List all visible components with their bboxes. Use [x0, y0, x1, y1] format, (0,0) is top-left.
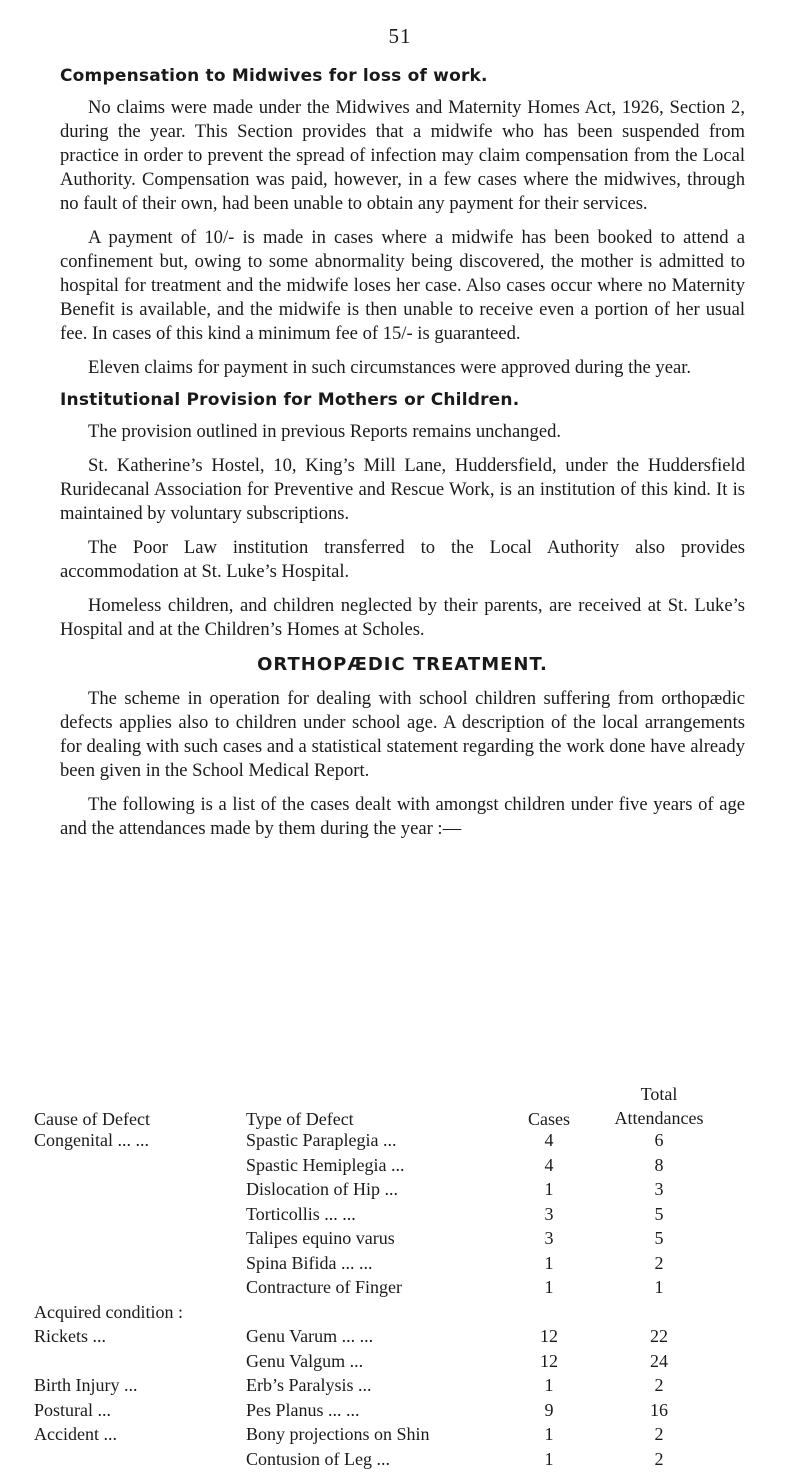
cell-att: 2 [584, 1375, 734, 1400]
cell-type: Genu Varum ... ... [246, 1326, 514, 1351]
cell-att: 22 [584, 1326, 734, 1351]
table-row [34, 1424, 734, 1449]
cell-cases: 9 [514, 1400, 584, 1425]
header-att-line1: Total [584, 1082, 734, 1106]
orthopaedic-paragraph-2: The following is a list of the cases dealt with amongst children under five years of age and the attendances made by them during the year :— [60, 793, 745, 841]
cell-cause [34, 1228, 246, 1253]
cell-cases: 1 [514, 1424, 584, 1449]
cell-cases: 12 [514, 1351, 584, 1376]
cell-type: Contusion of Leg ... [246, 1449, 514, 1473]
institutional-heading: Institutional Provision for Mothers or Children. [60, 390, 745, 410]
compensation-heading: Compensation to Midwives for loss of work. [60, 66, 745, 86]
table-row [34, 1179, 734, 1204]
cell-cause: Rickets ... [34, 1326, 246, 1351]
table-row [34, 1155, 734, 1180]
cell-att: 2 [584, 1424, 734, 1449]
cell-cause: Acquired condition : [34, 1302, 246, 1327]
header-total-attendances [584, 1082, 734, 1130]
table-row [34, 1326, 734, 1351]
institutional-paragraph-3: The Poor Law institution transferred to the Local Authority also provides accommodation at St. Luke’s Hospital. [60, 536, 745, 584]
cell-att: 24 [584, 1351, 734, 1376]
cell-type [246, 1302, 514, 1327]
cell-cases: 12 [514, 1326, 584, 1351]
table-row [34, 1400, 734, 1425]
cell-cases: 1 [514, 1253, 584, 1278]
cell-cases: 1 [514, 1179, 584, 1204]
institutional-paragraph-1: The provision outlined in previous Reports remains unchanged. [60, 420, 745, 444]
cell-type: Spastic Hemiplegia ... [246, 1155, 514, 1180]
cell-att: 3 [584, 1179, 734, 1204]
cell-cases [514, 1302, 584, 1327]
cell-type: Erb’s Paralysis ... [246, 1375, 514, 1400]
cell-type: Genu Valgum ... [246, 1351, 514, 1376]
cell-cases: 3 [514, 1228, 584, 1253]
cell-att: 2 [584, 1449, 734, 1473]
cell-att: 5 [584, 1228, 734, 1253]
table-row [34, 1130, 734, 1155]
cell-att: 16 [584, 1400, 734, 1425]
cell-att: 2 [584, 1253, 734, 1278]
compensation-paragraph-1: No claims were made under the Midwives and Maternity Homes Act, 1926, Section 2, during the year. This Section provides that a midwife who has been suspended from practice in order to prevent the spread of infection may claim compensation from the Local Authority. Compensation was paid, however, in a few cases where the midwives, through no fault of their own, had been unable to obtain any payment for their services. [60, 96, 745, 216]
cell-cases: 1 [514, 1449, 584, 1473]
cell-cause: Accident ... [34, 1424, 246, 1449]
cell-cause [34, 1204, 246, 1229]
defects-table [34, 1082, 764, 1473]
cell-cases: 1 [514, 1375, 584, 1400]
table-row [34, 1204, 734, 1229]
cell-type: Contracture of Finger [246, 1277, 514, 1302]
cell-cause [34, 1449, 246, 1473]
cell-type: Spina Bifida ... ... [246, 1253, 514, 1278]
cell-cause: Congenital ... ... [34, 1130, 246, 1155]
cell-type: Torticollis ... ... [246, 1204, 514, 1229]
cell-cases: 1 [514, 1277, 584, 1302]
cell-cause [34, 1253, 246, 1278]
cell-type: Talipes equino varus [246, 1228, 514, 1253]
table-row [34, 1302, 734, 1327]
cell-cause: Birth Injury ... [34, 1375, 246, 1400]
cell-cases: 4 [514, 1155, 584, 1180]
cell-type: Dislocation of Hip ... [246, 1179, 514, 1204]
table-row [34, 1351, 734, 1376]
cell-cause [34, 1179, 246, 1204]
table-row [34, 1253, 734, 1278]
cell-cause [34, 1277, 246, 1302]
header-cause: Cause of Defect [34, 1082, 246, 1130]
cell-att: 6 [584, 1130, 734, 1155]
table-row [34, 1228, 734, 1253]
page-number: 51 [0, 24, 800, 49]
cell-cause [34, 1351, 246, 1376]
header-cases: Cases [514, 1082, 584, 1130]
cell-type: Spastic Paraplegia ... [246, 1130, 514, 1155]
table-row [34, 1277, 734, 1302]
orthopaedic-heading: ORTHOPÆDIC TREATMENT. [60, 654, 745, 675]
cell-att: 1 [584, 1277, 734, 1302]
cell-cause [34, 1155, 246, 1180]
institutional-paragraph-4: Homeless children, and children neglected by their parents, are received at St. Luke’s Hospital and at the Children’s Homes at Scholes. [60, 594, 745, 642]
table-row [34, 1449, 734, 1473]
compensation-paragraph-2: A payment of 10/- is made in cases where a midwife has been booked to attend a confinement but, owing to some abnormality being discovered, the mother is admitted to hospital for treatment and the midwife loses her case. Also cases occur where no Maternity Benefit is available, and the midwife is then unable to receive even a portion of her usual fee. In cases of this kind a minimum fee of 15/- is guaranteed. [60, 226, 745, 346]
table-row [34, 1375, 734, 1400]
orthopaedic-paragraph-1: The scheme in operation for dealing with school children suffering from orthopædic defects applies also to children under school age. A description of the local arrangements for dealing with such cases and a statistical statement regarding the work done have already been given in the School Medical Report. [60, 687, 745, 783]
page-content [60, 66, 745, 851]
header-type: Type of Defect [246, 1082, 514, 1130]
cell-cases: 3 [514, 1204, 584, 1229]
cell-att [584, 1302, 734, 1327]
table-header-row [34, 1082, 734, 1130]
cell-att: 5 [584, 1204, 734, 1229]
header-att-line2: Attendances [584, 1106, 734, 1130]
cell-type: Bony projections on Shin [246, 1424, 514, 1449]
compensation-paragraph-3: Eleven claims for payment in such circumstances were approved during the year. [60, 356, 745, 380]
institutional-paragraph-2: St. Katherine’s Hostel, 10, King’s Mill Lane, Huddersfield, under the Huddersfield Ruridecanal Association for Preventive and Rescue Work, is an institution of this kind. It is maintained by voluntary subscriptions. [60, 454, 745, 526]
cell-cases: 4 [514, 1130, 584, 1155]
cell-cause: Postural ... [34, 1400, 246, 1425]
cell-type: Pes Planus ... ... [246, 1400, 514, 1425]
cell-att: 8 [584, 1155, 734, 1180]
